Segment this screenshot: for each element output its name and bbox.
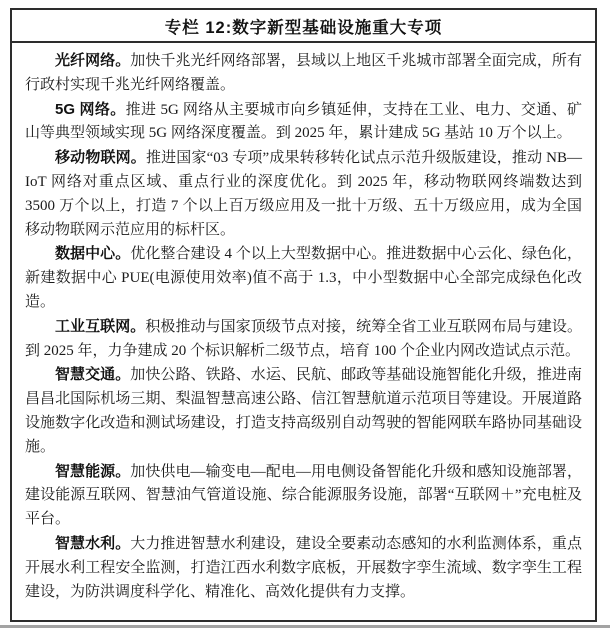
paragraph	[25, 242, 582, 314]
panel-title: 专栏 12:数字新型基础设施重大专项	[12, 10, 595, 43]
paragraph	[25, 146, 582, 242]
paragraph-text: 积极推动与国家顶级节点对接，统筹全省工业互联网布局与建设。到 2025 年，力争建成 20 个标识解析二级节点，培育 100 个企业内网改造试点示范。	[25, 318, 582, 359]
paragraph-text: 优化整合建设 4 个以上大型数据中心。推进数据中心云化、绿色化，新建数据中心 PUE(电源使用效率)值不高于 1.3，中小型数据中心全部完成绿色化改造。	[25, 246, 582, 310]
special-column-panel	[10, 8, 597, 622]
paragraph-lead: 光纤网络。	[55, 52, 131, 69]
paragraph-text: 推进 5G 网络从主要城市向乡镇延伸，支持在工业、电力、交通、矿山等典型领域实现 5G 网络深度覆盖。到 2025 年，累计建成 5G 基站 10 万个以上。	[25, 101, 582, 142]
paragraph-lead: 工业互联网。	[55, 317, 146, 335]
paragraph	[25, 49, 582, 98]
paragraph-lead: 数据中心。	[55, 245, 131, 263]
paragraph	[25, 460, 582, 532]
paragraph-text: 大力推进智慧水利建设，建设全要素动态感知的水利监测体系，重点开展水利工程安全监测，打造江西水利数字底板，开展数字孪生流域、数字孪生工程建设，为防洪调度科学化、精准化、高效化提供有力支撑。	[25, 535, 582, 600]
paragraph-lead: 智慧水利。	[55, 534, 131, 552]
page-bottom-shadow	[0, 625, 610, 628]
paragraph	[25, 363, 582, 459]
paragraph	[25, 98, 582, 147]
paragraph-lead: 5G 网络。	[55, 100, 126, 118]
paragraph	[25, 532, 582, 604]
paragraph-lead: 智慧交通。	[55, 366, 131, 384]
paragraph-text: 加快供电—输变电—配电—用电侧设备智能化升级和感知设施部署，建设能源互联网、智慧油气管道设施、综合能源服务设施，部署“互联网＋”充电桩及平台。	[25, 463, 582, 528]
paragraph-lead: 移动物联网。	[55, 149, 146, 167]
paragraph-text: 加快公路、铁路、水运、民航、邮政等基础设施智能化升级，推进南昌昌北国际机场三期、梨温智慧高速公路、信江智慧航道示范项目等建设。开展道路设施数字化改造和测试场建设，打造支持高级别自动驾驶的智能网联车路协同基础设施。	[25, 367, 582, 455]
paragraph	[25, 315, 582, 364]
paragraph-text: 推进国家“03 专项”成果转移转化试点示范升级版建设，推动 NB—IoT 网络对重点区域、重点行业的深度优化。到 2025 年，移动物联网终端数达到 3500 万个以上，打造 7 个以上百万级应用及一批十万级、五十万级应用，成为全国移动物联网示范应用的标杆区。	[25, 150, 582, 238]
paragraph-lead: 智慧能源。	[55, 462, 131, 480]
paragraph-text: 加快千兆光纤网络部署，县域以上地区千兆城市部署全面完成，所有行政村实现千兆光纤网络覆盖。	[25, 53, 582, 93]
panel-body	[12, 43, 595, 604]
